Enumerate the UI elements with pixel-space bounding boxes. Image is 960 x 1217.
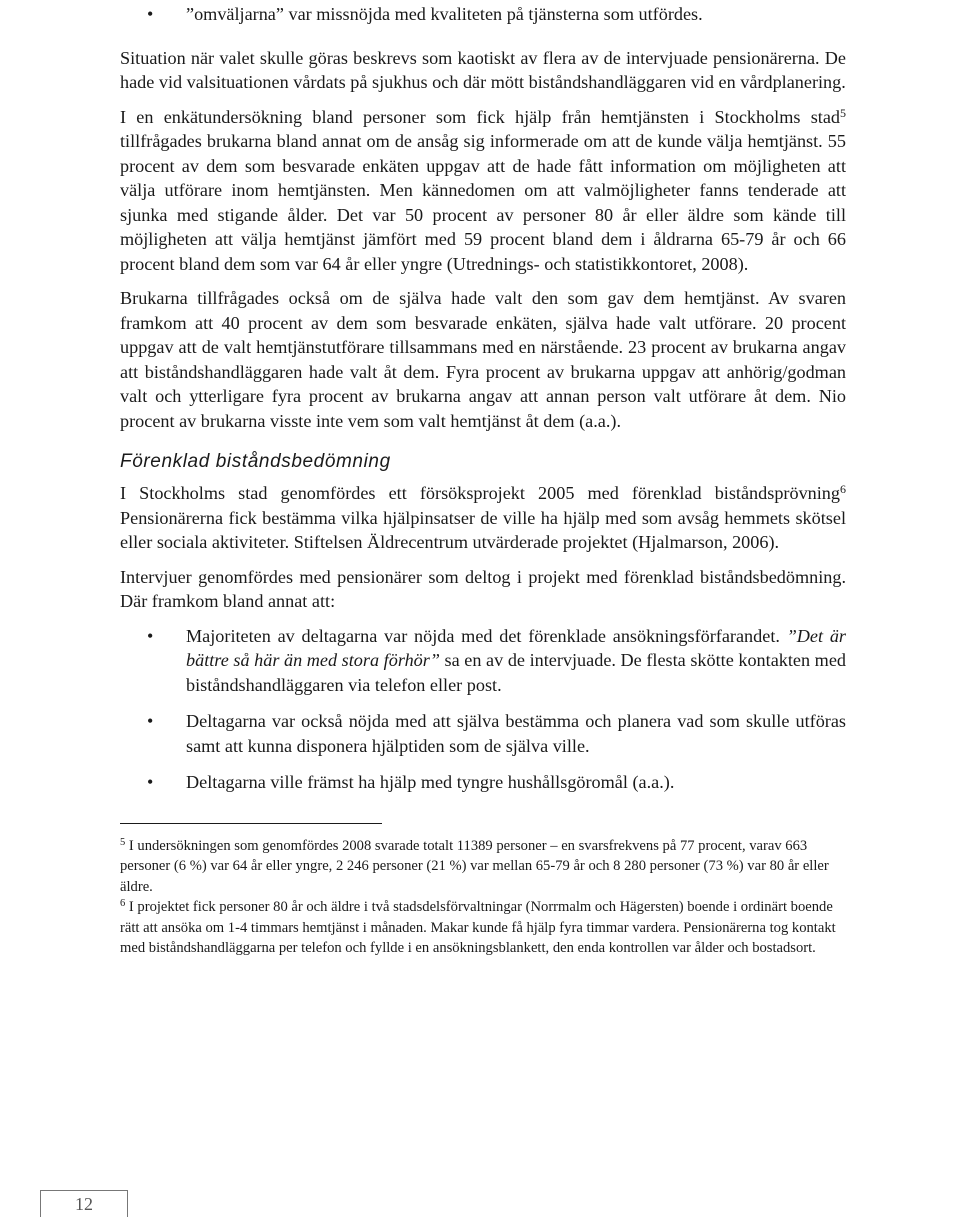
list-item: • Deltagarna var också nöjda med att själva bestämma och planera vad som skulle utföras samt att kunna disponera hjälptiden som de själva ville. xyxy=(120,709,846,758)
paragraph-choice: Brukarna tillfrågades också om de själva hade valt den som gav dem hemtjänst. Av svaren framkom att 40 procent av dem som besvarade enkäten, själva hade valt utförare. 20 procent uppgav att de valt hemtjänstutförare tillsammans med en närstående. 23 procent av brukarna angav att biståndshandläggaren hade valt åt dem. Fyra procent av brukarna uppgav att anhörig/godman valt och ytterligare fyra procent av brukarna angav att annan person valt utförare åt dem. Nio procent av brukarna visste inte vem som valt hemtjänst åt dem (a.a.). xyxy=(120,288,846,431)
list-item: • Deltagarna ville främst ha hjälp med tyngre hushållsgöromål (a.a.). xyxy=(120,770,846,795)
footnote-ref-6[interactable]: 6 xyxy=(840,482,846,496)
paragraph-text: Pensionärerna fick bestämma vilka hjälpinsatser de ville ha hjälp med som avsåg hemmets skötsel eller sociala aktiviteter. Stiftelsen Äldrecentrum utvärderade projektet (Hjalmarson, 2006). xyxy=(120,507,846,552)
footnote-6 xyxy=(120,897,846,959)
list-item-text: Majoriteten av deltagarna var nöjda med det förenklade ansökningsförfarandet. xyxy=(186,625,787,646)
footnote-ref-5[interactable]: 5 xyxy=(840,105,846,120)
paragraph-interviews: Intervjuer genomfördes med pensionärer som deltog i projekt med förenklad biståndsbedömning. Där framkom bland annat att: xyxy=(120,566,846,611)
list-item xyxy=(120,624,846,698)
section-heading: Förenklad biståndsbedömning xyxy=(120,451,391,472)
list-item-text: sa en av de intervjuade. De flesta skötte kontakten med biståndshandläggaren via telefon eller post. xyxy=(186,650,846,695)
findings-bullet-list xyxy=(120,624,846,795)
footnote-separator xyxy=(120,823,382,824)
quote-text: ”Det är bättre så här än med stora förhör” xyxy=(186,625,846,670)
footnote-number: 6 xyxy=(120,898,126,909)
paragraph-survey xyxy=(120,105,846,277)
footnote-text: I projektet fick personer 80 år och äldre i två stadsdelsförvaltningar (Norrmalm och Hägersten) boende i ordinärt boende rätt att ansöka om 1-4 timmars hemtjänst i månaden. Makar kunde få hjälp fyra timmar vardera. Pensionärerna tog kontakt med biståndshandläggarna per telefon och fyllde i en ansökningsblankett, den enda kontrollen var ålder och bostadsort. xyxy=(120,899,836,956)
page-number: 12 xyxy=(75,1194,93,1214)
footnote-text: I undersökningen som genomfördes 2008 svarade totalt 11389 personer – en svarsfrekvens på 77 procent, varav 663 personer (6 %) var 64 år eller yngre, 2 246 personer (21 %) var mellan 65-79 år och 8 280 personer (73 %) var 80 år eller äldre. xyxy=(120,837,829,895)
list-item: • ”omväljarna” var missnöjda med kvaliteten på tjänsterna som utfördes. xyxy=(120,2,846,27)
footnote-number: 5 xyxy=(120,836,126,848)
paragraph-text: I Stockholms stad genomfördes ett försöksprojekt 2005 med förenklad biståndsprövning xyxy=(120,483,840,503)
paragraph-text: I en enkätundersökning bland personer som fick hjälp från hemtjänsten i Stockholms stad xyxy=(120,106,840,127)
footnote-5 xyxy=(120,836,846,898)
paragraph-project xyxy=(120,481,846,555)
paragraph-text: tillfrågades brukarna bland annat om de ansåg sig informerade om att de kunde välja hemtjänst. 55 procent av dem som besvarade enkäten uppgav att de hade fått information om möjligheten att välja utförare inom hemtjänsten. Men kännedomen om att valmöjligheter fanns tenderade att sjunka med stigande ålder. Det var 50 procent av personer 80 år eller äldre som kände till möjligheten att välja hemtjänst jämfört med 59 procent bland dem i åldrarna 65-79 år och 66 procent bland dem som var 64 år eller yngre (Utrednings- och statistikkontoret, 2008). xyxy=(120,131,846,274)
page-number-box xyxy=(40,1190,128,1217)
top-bullet-list xyxy=(120,2,846,27)
page-content xyxy=(120,0,846,959)
paragraph-situation: Situation när valet skulle göras beskrevs som kaotiskt av flera av de intervjuade pensionärerna. De hade vid valsituationen vårdats på sjukhus och där mött biståndshandläggaren vid en vårdplanering. xyxy=(120,47,846,92)
